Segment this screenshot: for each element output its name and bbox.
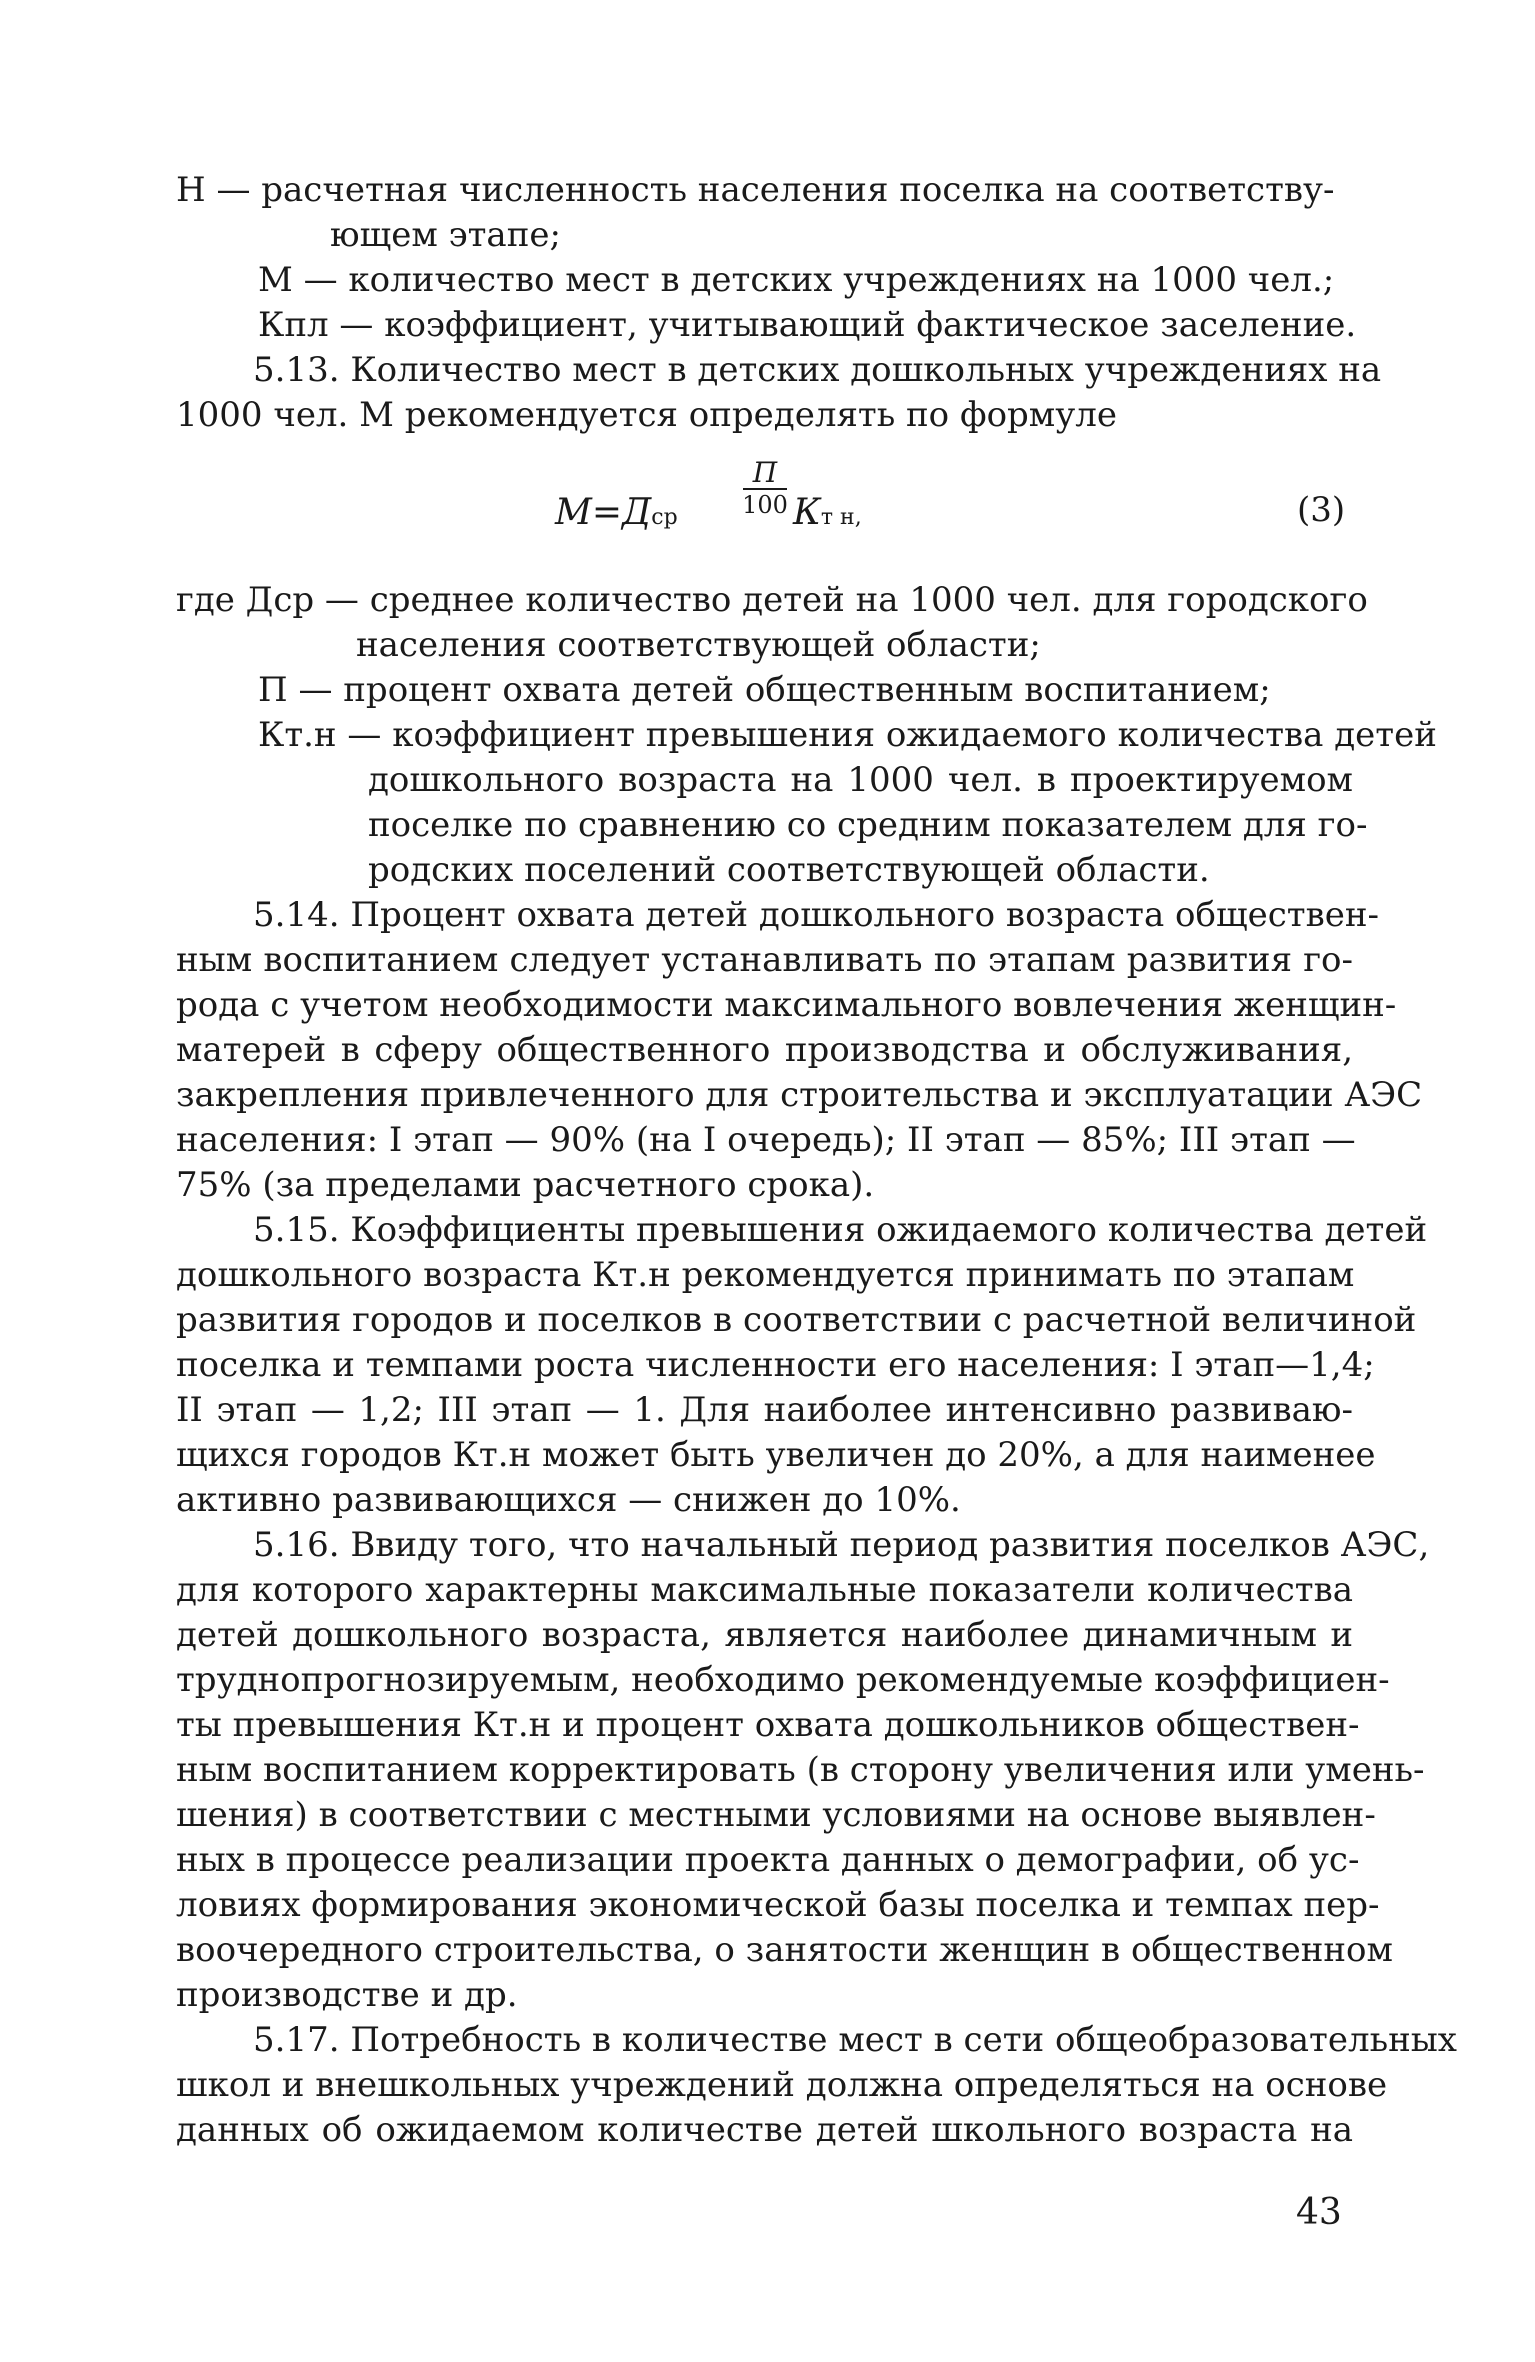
text-line-5-17: 5.17. Потребность в количестве мест в сети общеобразовательных — [253, 2020, 1457, 2060]
text-line-5-14-3: рода с учетом необходимости максимального вовлечения женщин- — [176, 985, 1397, 1025]
text-line-ktn-definition-cont-1: дошкольного возраста на 1000 чел. в проектируемом — [368, 760, 1353, 800]
text-line-5-16-5: ты превышения Кт.н и процент охвата дошкольников обществен- — [176, 1705, 1360, 1745]
text-line-dsr-definition: где Дср — среднее количество детей на 1000 чел. для городского — [176, 580, 1368, 620]
page-number: 43 — [1296, 2192, 1342, 2233]
text-line-5-15-2: дошкольного возраста Кт.н рекомендуется принимать по этапам — [176, 1255, 1355, 1295]
fraction-numerator: П — [752, 456, 778, 489]
text-line-h-definition: Н — расчетная численность населения поселка на соответству- — [176, 170, 1335, 210]
text-line-5-16-11: производстве и др. — [176, 1975, 518, 2015]
text-line-5-14: 5.14. Процент охвата детей дошкольного возраста обществен- — [253, 895, 1379, 935]
text-line-p-definition: П — процент охвата детей общественным воспитанием; — [258, 670, 1271, 710]
fraction-denominator: 100 — [742, 491, 788, 519]
text-line-5-15-5: II этап — 1,2; III этап — 1. Для наиболее интенсивно развиваю- — [176, 1390, 1353, 1430]
text-line-5-15-6: щихся городов Кт.н может быть увеличен до 20%, а для наименее — [176, 1435, 1376, 1475]
formula-rhs: Кт н, — [793, 492, 862, 533]
text-line-5-15-7: активно развивающихся — снижен до 10%. — [176, 1480, 961, 1520]
text-line-5-16: 5.16. Ввиду того, что начальный период развития поселков АЭС, — [253, 1525, 1430, 1565]
text-line-5-15-4: поселка и темпами роста численности его населения: I этап—1,4; — [176, 1345, 1375, 1385]
text-line-5-15: 5.15. Коэффициенты превышения ожидаемого количества детей — [253, 1210, 1428, 1250]
text-line-5-16-2: для которого характерны максимальные показатели количества — [176, 1570, 1353, 1610]
text-line-5-14-4: матерей в сферу общественного производства и обслуживания, — [176, 1030, 1353, 1070]
text-line-5-15-3: развития городов и поселков в соответствии с расчетной величиной — [176, 1300, 1417, 1340]
formula-number: (3) — [1297, 490, 1346, 530]
text-line-5-16-4: труднопрогнозируемым, необходимо рекомендуемые коэффициен- — [176, 1660, 1390, 1700]
text-line-ktn-definition: Кт.н — коэффициент превышения ожидаемого количества детей — [258, 715, 1437, 755]
text-line-5-16-10: воочередного строительства, о занятости женщин в общественном — [176, 1930, 1393, 1970]
text-line-5-16-9: ловиях формирования экономической базы поселка и темпах пер- — [176, 1885, 1380, 1925]
text-line-ktn-definition-cont-2: поселке по сравнению со средним показателем для го- — [368, 805, 1368, 845]
text-line-5-14-5: закрепления привлеченного для строительства и эксплуатации АЭС — [176, 1075, 1423, 1115]
text-line-5-16-3: детей дошкольного возраста, является наиболее динамичным и — [176, 1615, 1353, 1655]
text-line-ktn-definition-cont-3: родских поселений соответствующей области. — [368, 850, 1210, 890]
text-line-5-16-8: ных в процессе реализации проекта данных о демографии, об ус- — [176, 1840, 1360, 1880]
text-line-m-definition: М — количество мест в детских учреждениях на 1000 чел.; — [258, 260, 1335, 300]
text-line-5-13: 5.13. Количество мест в детских дошкольных учреждениях на — [253, 350, 1382, 390]
text-line-5-14-2: ным воспитанием следует устанавливать по этапам развития го- — [176, 940, 1353, 980]
text-line-5-17-2: школ и внешкольных учреждений должна определяться на основе — [176, 2065, 1388, 2105]
text-line-h-definition-cont: ющем этапе; — [330, 215, 561, 255]
text-line-5-16-7: шения) в соответствии с местными условиями на основе выявлен- — [176, 1795, 1376, 1835]
formula-3 — [555, 458, 935, 568]
text-line-5-14-7: 75% (за пределами расчетного срока). — [176, 1165, 875, 1205]
text-line-5-14-6: населения: I этап — 90% (на I очередь); II этап — 85%; III этап — — [176, 1120, 1356, 1160]
text-line-dsr-definition-cont: населения соответствующей области; — [356, 625, 1041, 665]
text-line-kpl-definition: Кпл — коэффициент, учитывающий фактическое заселение. — [258, 305, 1357, 345]
formula-fraction — [740, 458, 790, 520]
text-line-5-16-6: ным воспитанием корректировать (в сторону увеличения или умень- — [176, 1750, 1425, 1790]
text-line-5-17-3: данных об ожидаемом количестве детей школьного возраста на — [176, 2110, 1353, 2150]
formula-lhs: М=Дср — [555, 492, 678, 533]
text-line-5-13-cont: 1000 чел. М рекомендуется определять по формуле — [176, 395, 1117, 435]
